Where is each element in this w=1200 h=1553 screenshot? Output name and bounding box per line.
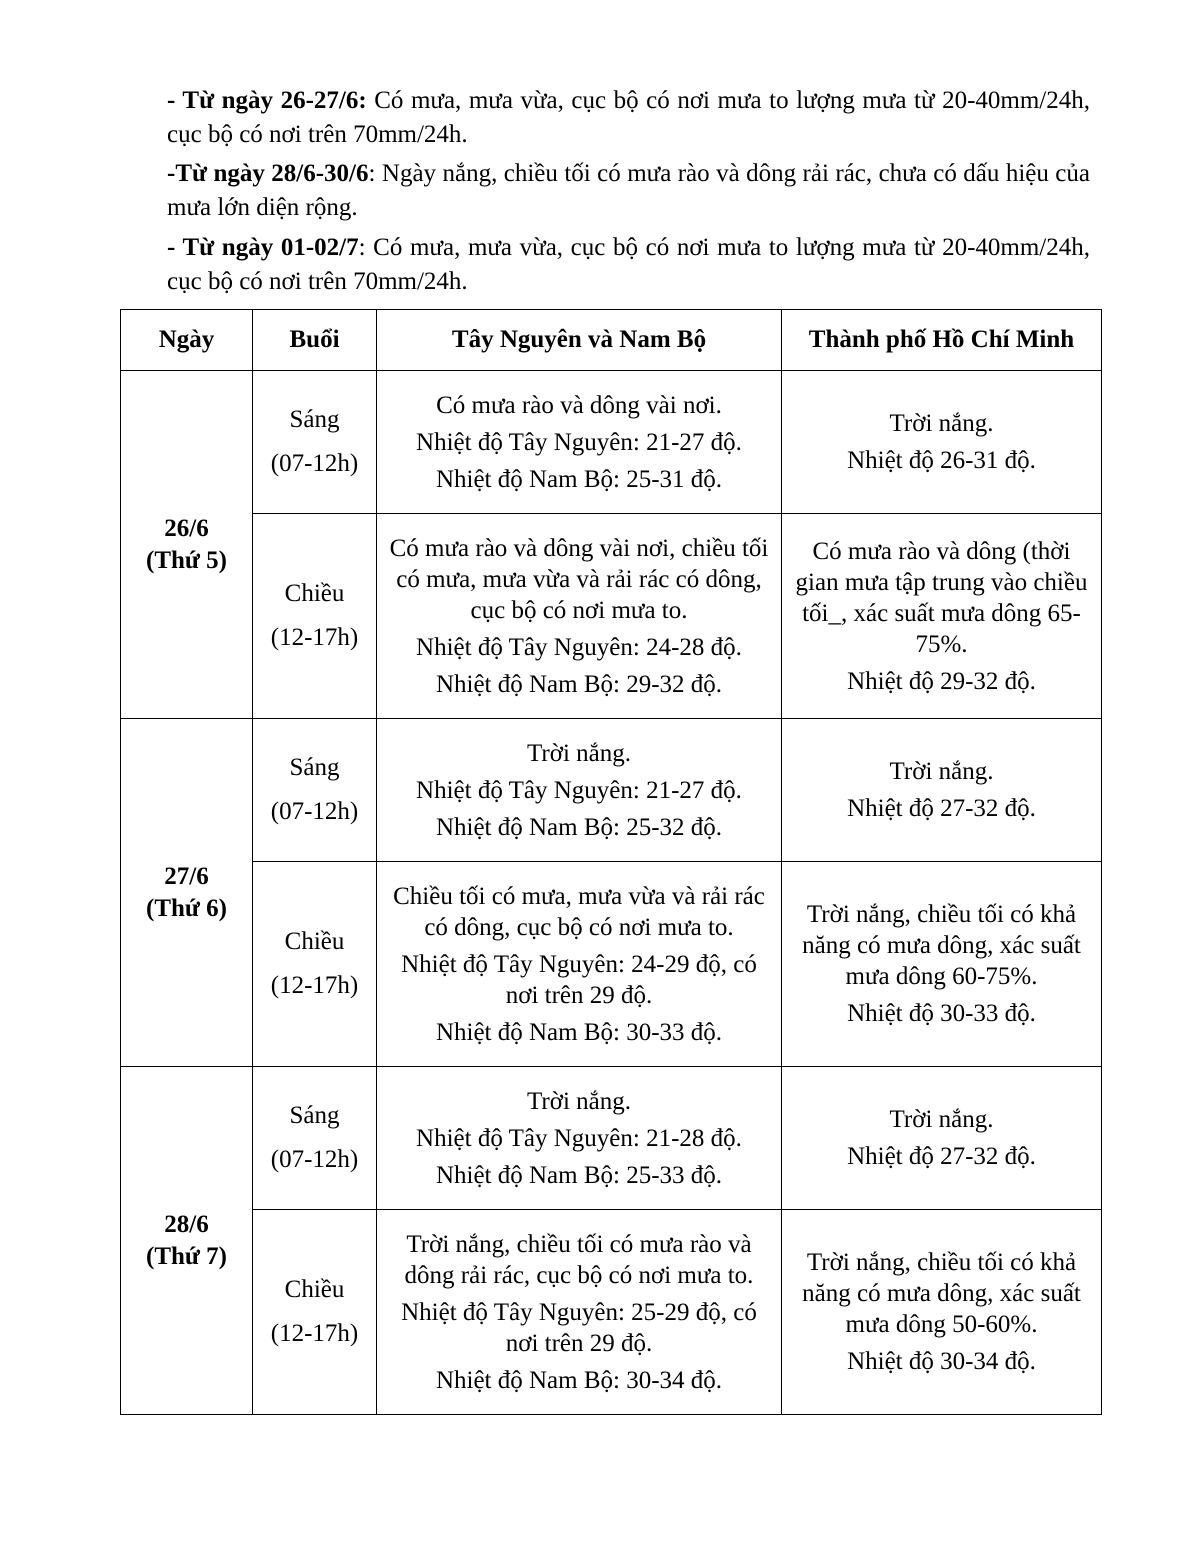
forecast-line: Nhiệt độ Tây Nguyên: 25-29 độ, có nơi trên 29 độ.: [401, 1298, 757, 1357]
table-row: [121, 514, 1102, 719]
session-cell: [253, 1210, 377, 1415]
intro-lead: -Từ ngày 28/6-30/6: [167, 160, 369, 187]
forecast-line: Trời nắng.: [889, 1106, 994, 1133]
region-forecast-cell: [377, 514, 782, 719]
forecast-line: Nhiệt độ 30-34 độ.: [847, 1348, 1036, 1375]
forecast-line: Trời nắng, chiều tối có khả năng có mưa dông, xác suất mưa dông 60-75%.: [802, 901, 1081, 990]
forecast-table: [120, 309, 1102, 1415]
table-row: [121, 1210, 1102, 1415]
day-weekday: (Thứ 6): [146, 894, 227, 922]
forecast-line: Nhiệt độ Nam Bộ: 29-32 độ.: [435, 670, 723, 698]
forecast-line: Trời nắng.: [527, 739, 631, 767]
forecast-line: Trời nắng, chiều tối có khả năng có mưa dông, xác suất mưa dông 50-60%.: [802, 1249, 1081, 1338]
day-weekday: (Thứ 7): [146, 1242, 227, 1270]
forecast-line: Có mưa rào và dông vài nơi.: [436, 391, 722, 419]
forecast-line: Nhiệt độ Tây Nguyên: 24-28 độ.: [416, 633, 742, 661]
session-time: (12-17h): [270, 1320, 359, 1347]
hcm-forecast-cell: [782, 862, 1102, 1067]
hcm-forecast-cell: [782, 514, 1102, 719]
forecast-line: Nhiệt độ 27-32 độ.: [847, 1143, 1036, 1170]
forecast-line: Nhiệt độ 29-32 độ.: [847, 667, 1036, 695]
intro-text: Có mưa, mưa vừa, cục bộ có nơi mưa to lượng mưa từ 20-40mm/24h, cục bộ có nơi trên 70mm/24h.: [167, 87, 1090, 148]
forecast-line: Nhiệt độ Tây Nguyên: 21-28 độ.: [416, 1124, 742, 1152]
forecast-line: Nhiệt độ 27-32 độ.: [847, 795, 1036, 822]
forecast-line: Nhiệt độ Nam Bộ: 25-32 độ.: [435, 813, 723, 841]
hcm-forecast-cell: [782, 1210, 1102, 1415]
session-time: (12-17h): [270, 972, 359, 999]
forecast-line: Nhiệt độ Nam Bộ: 30-33 độ.: [435, 1018, 723, 1046]
forecast-line: Nhiệt độ Nam Bộ: 30-34 độ.: [435, 1366, 723, 1394]
intro-paragraph: [167, 157, 1090, 225]
session-time: (07-12h): [270, 450, 359, 477]
forecast-line: Nhiệt độ Tây Nguyên: 21-27 độ.: [416, 428, 742, 456]
session-time: (12-17h): [270, 624, 359, 651]
day-weekday: (Thứ 5): [146, 546, 227, 574]
intro-text: : Có mưa, mưa vừa, cục bộ có nơi mưa to lượng mưa từ 20-40mm/24h, cục bộ có nơi trên 70mm/24h.: [167, 234, 1090, 295]
forecast-line: Nhiệt độ 30-33 độ.: [847, 1000, 1036, 1027]
session-name: Chiều: [284, 1276, 345, 1303]
intro-text: : Ngày nắng, chiều tối có mưa rào và dông rải rác, chưa có dấu hiệu của mưa lớn diện rộng.: [167, 160, 1090, 221]
hcm-forecast-cell: [782, 1067, 1102, 1210]
forecast-line: Trời nắng.: [527, 1087, 631, 1115]
forecast-line: Trời nắng, chiều tối có mưa rào và dông rải rác, cục bộ có nơi mưa to.: [404, 1230, 754, 1289]
table-header-row: [121, 310, 1102, 371]
session-cell: [253, 862, 377, 1067]
day-date: 28/6: [164, 1210, 209, 1238]
day-cell: [121, 719, 253, 1067]
session-name: Sáng: [289, 1102, 340, 1129]
session-name: Sáng: [289, 406, 340, 433]
day-cell: [121, 371, 253, 719]
hcm-forecast-cell: [782, 371, 1102, 514]
forecast-line: Trời nắng.: [889, 410, 994, 437]
forecast-line: Có mưa rào và dông (thời gian mưa tập trung vào chiều tối_, xác suất mưa dông 65-75%.: [795, 537, 1088, 658]
intro-lead: - Từ ngày 01-02/7: [167, 234, 359, 261]
intro-paragraph: [167, 231, 1090, 299]
session-name: Chiều: [284, 928, 345, 955]
header-session: Buổi: [253, 310, 377, 371]
forecast-line: Trời nắng.: [889, 758, 994, 785]
header-date: Ngày: [121, 310, 253, 371]
region-forecast-cell: [377, 371, 782, 514]
header-hcm: Thành phố Hồ Chí Minh: [782, 310, 1102, 371]
hcm-forecast-cell: [782, 719, 1102, 862]
forecast-line: Chiều tối có mưa, mưa vừa và rải rác có dông, cục bộ có nơi mưa to.: [393, 882, 765, 941]
session-name: Sáng: [289, 754, 340, 781]
header-region: Tây Nguyên và Nam Bộ: [377, 310, 782, 371]
session-name: Chiều: [284, 580, 345, 607]
session-time: (07-12h): [270, 1146, 359, 1173]
forecast-line: Nhiệt độ Nam Bộ: 25-31 độ.: [435, 465, 723, 493]
forecast-line: Nhiệt độ 26-31 độ.: [847, 447, 1036, 474]
day-date: 26/6: [164, 514, 209, 542]
table-row: [121, 371, 1102, 514]
forecast-line: Nhiệt độ Tây Nguyên: 24-29 độ, có nơi trên 29 độ.: [401, 950, 757, 1009]
intro-lead: - Từ ngày 26-27/6:: [167, 87, 367, 114]
region-forecast-cell: [377, 1067, 782, 1210]
table-row: [121, 862, 1102, 1067]
intro-paragraph: [167, 84, 1090, 152]
session-cell: [253, 719, 377, 862]
forecast-line: Nhiệt độ Nam Bộ: 25-33 độ.: [435, 1161, 723, 1189]
region-forecast-cell: [377, 862, 782, 1067]
session-cell: [253, 371, 377, 514]
session-cell: [253, 514, 377, 719]
table-row: [121, 719, 1102, 862]
forecast-line: Có mưa rào và dông vài nơi, chiều tối có mưa, mưa vừa và rải rác có dông, cục bộ có nơi mưa to.: [389, 534, 769, 624]
session-time: (07-12h): [270, 798, 359, 825]
forecast-line: Nhiệt độ Tây Nguyên: 21-27 độ.: [416, 776, 742, 804]
region-forecast-cell: [377, 1210, 782, 1415]
table-row: [121, 1067, 1102, 1210]
day-date: 27/6: [164, 862, 209, 890]
region-forecast-cell: [377, 719, 782, 862]
day-cell: [121, 1067, 253, 1415]
session-cell: [253, 1067, 377, 1210]
